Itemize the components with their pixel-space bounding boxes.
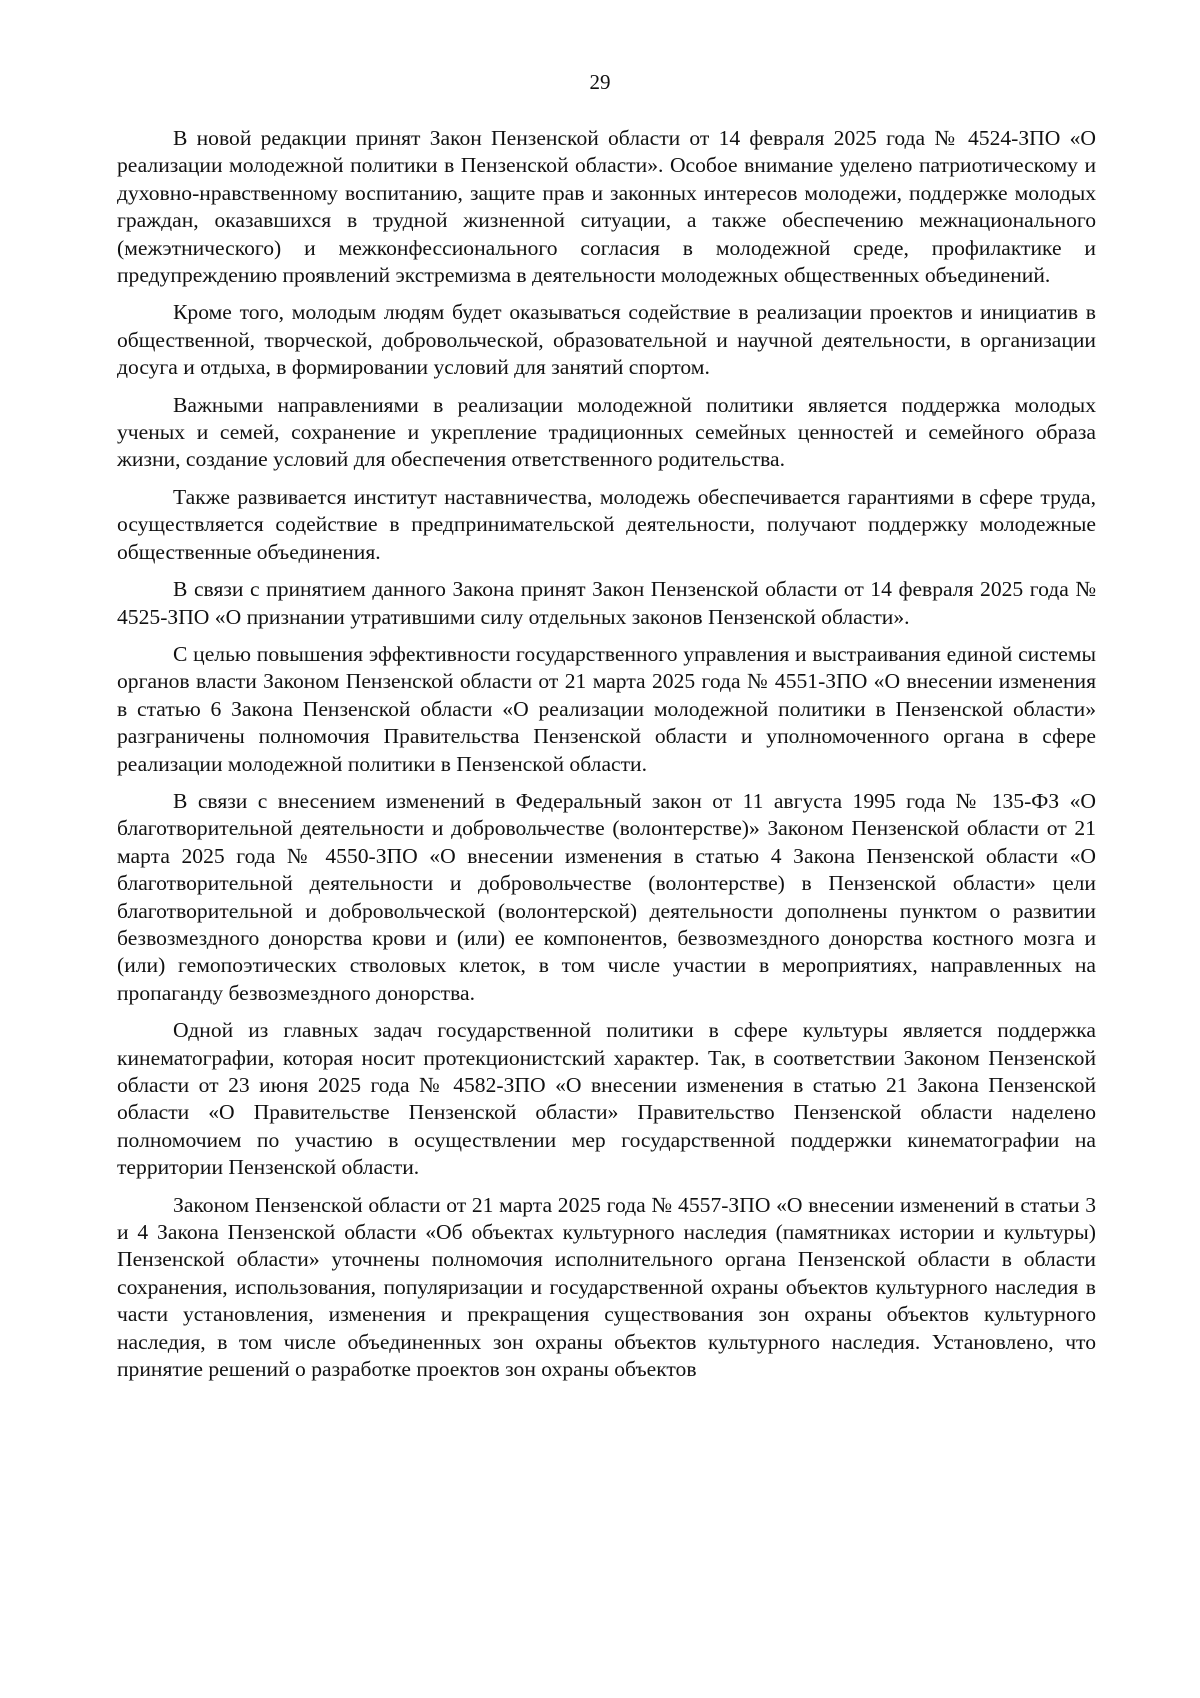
paragraph-youth-policy-law: В новой редакции принят Закон Пензенской области от 14 февраля 2025 года № 4524-ЗПО «О реализации молодежной политики в Пензенской области». Особое внимание уделено патриотическому и духовно-нравственному воспитанию, защите прав и законных интересов молодежи, поддержке молодых граждан, оказавшихся в трудной жизненной ситуации, а также обеспечению межнационального (межэтнического) и межконфессионального согласия в молодежной среде, профилактике и предупреждению проявлений экстремизма в деятельности молодежных общественных объединений. xyxy=(117,126,1096,288)
paragraph-cultural-heritage: Законом Пензенской области от 21 марта 2025 года № 4557-ЗПО «О внесении изменений в статьи 3 и 4 Закона Пензенской области «Об объектах культурного наследия (памятниках истории и культуры) Пензенской области» уточнены полномочия исполнительного органа Пензенской области в области сохранения, использования, популяризации и государственной охраны объектов культурного наследия в части установления, изменения и прекращения существования зон охраны объектов культурного наследия, в том числе объединенных зон охраны объектов культурного наследия. Установлено, что принятие решений о разработке проектов зон охраны объектов xyxy=(117,1192,1096,1382)
paragraph-governance: С целью повышения эффективности государственного управления и выстраивания единой системы органов власти Законом Пензенской области от 21 марта 2025 года № 4551-ЗПО «О внесении изменения в статью 6 Закона Пензенской области «О реализации молодежной политики в Пензенской области» разграничены полномочия Правительства Пензенской области и уполномоченного органа в сфере реализации молодежной политики в Пензенской области. xyxy=(117,641,1096,776)
paragraph-cinematography: Одной из главных задач государственной политики в сфере культуры является поддержка кинематографии, которая носит протекционистский характер. Так, в соответствии Законом Пензенской области от 23 июня 2025 года № 4582-ЗПО «О внесении изменения в статью 21 Закона Пензенской области «О Правительстве Пензенской области» Правительство Пензенской области наделено полномочием по участию в осуществлении мер государственной поддержки кинематографии на территории Пензенской области. xyxy=(117,1018,1096,1180)
document-body xyxy=(117,125,1096,1393)
page-number: 29 xyxy=(589,70,611,94)
paragraph-youth-support: Кроме того, молодым людям будет оказываться содействие в реализации проектов и инициатив в общественной, творческой, добровольческой, образовательной и научной деятельности, в организации досуга и отдыха, в формировании условий для занятий спортом. xyxy=(117,300,1096,380)
paragraph-volunteering: В связи с внесением изменений в Федеральный закон от 11 августа 1995 года № 135-ФЗ «О благотворительной деятельности и добровольчестве (волонтерстве)» Законом Пензенской области от 21 марта 2025 года № 4550-ЗПО «О внесении изменения в статью 4 Закона Пензенской области «О благотворительной деятельности и добровольчестве (волонтерстве) в Пензенской области» цели благотворительной и добровольческой (волонтерской) деятельности дополнены пунктом о развитии безвозмездного донорства крови и (или) ее компонентов, безвозмездного донорства костного мозга и (или) гемопоэтических стволовых клеток, в том числе участии в мероприятиях, направленных на пропаганду безвозмездного донорства. xyxy=(117,788,1096,1005)
paragraph-repealed-laws: В связи с принятием данного Закона принят Закон Пензенской области от 14 февраля 2025 года № 4525-ЗПО «О признании утратившими силу отдельных законов Пензенской области». xyxy=(117,577,1096,629)
paragraph-family-values: Важными направлениями в реализации молодежной политики является поддержка молодых ученых и семей, сохранение и укрепление традиционных семейных ценностей и семейного образа жизни, создание условий для обеспечения ответственного родительства. xyxy=(117,392,1096,472)
paragraph-mentoring: Также развивается институт наставничества, молодежь обеспечивается гарантиями в сфере труда, осуществляется содействие в предпринимательской деятельности, получают поддержку молодежные общественные объединения. xyxy=(117,484,1096,564)
